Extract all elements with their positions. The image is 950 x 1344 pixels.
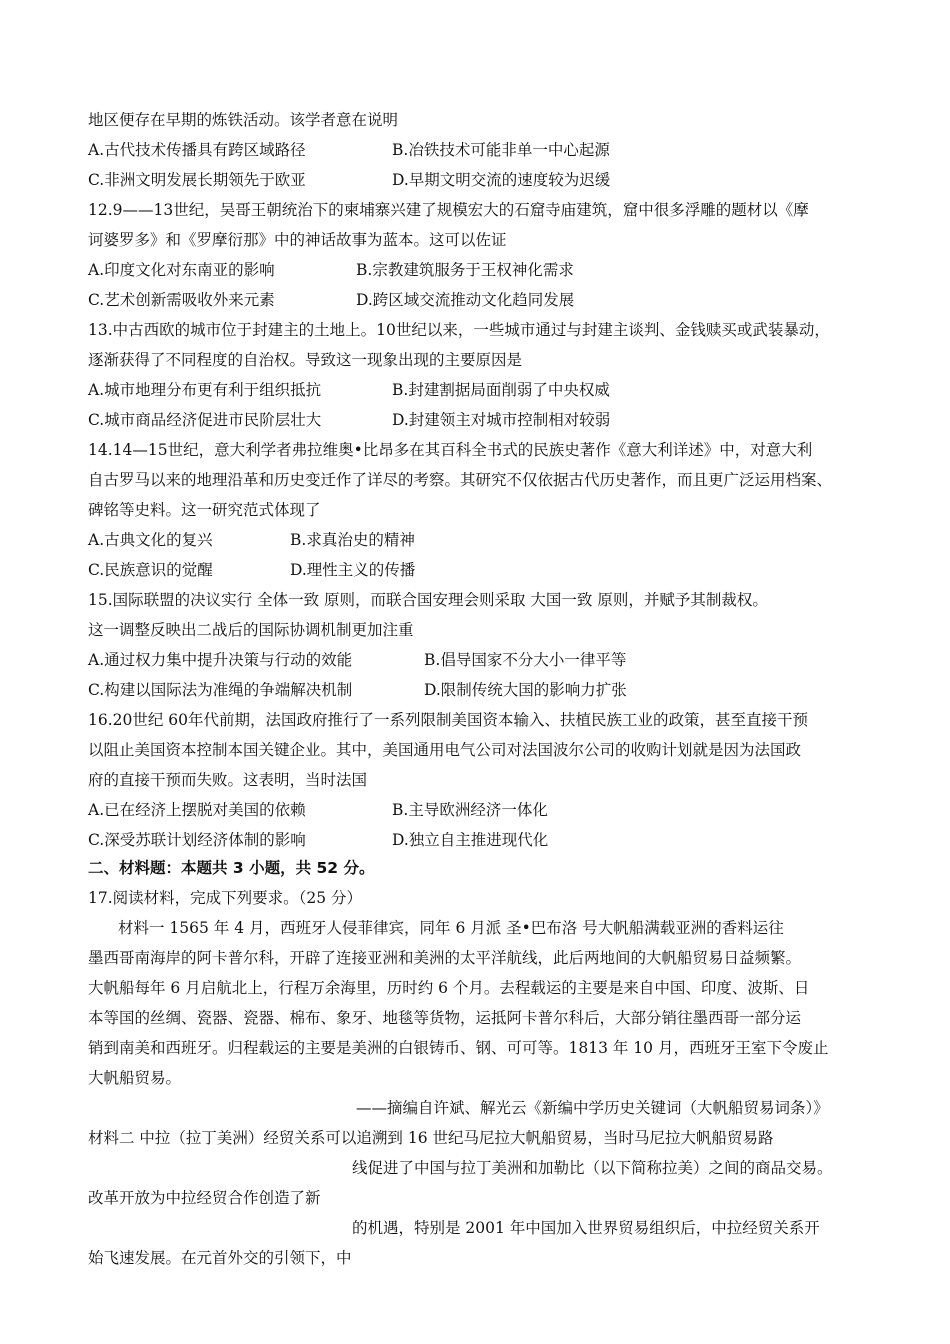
q17-material2-line4: 的机遇，特别是 2001 年中国加入世界贸易组织后，中拉经贸关系开 — [352, 1219, 820, 1237]
q17-material1-line3: 大帆船每年 6 月启航北上，行程万余海里，历时约 6 个月。去程载运的主要是来自中国、印度、波斯、日 — [88, 979, 810, 997]
q12-option-a: A.印度文化对东南亚的影响 — [88, 261, 275, 279]
q13-option-d: D.封建领主对城市控制相对较弱 — [392, 411, 611, 429]
q15-stem-line2: 这一调整反映出二战后的国际协调机制更加注重 — [88, 621, 414, 639]
q11-option-b: B.冶铁技术可能非单一中心起源 — [392, 141, 610, 159]
q14-stem-line2: 自古罗马以来的地理沿革和历史变迁作了详尽的考察。其研究不仅依据古代历史著作，而且更广泛运用档案、 — [88, 471, 833, 489]
q13-stem-line1: 13.中古西欧的城市位于封建主的土地上。10世纪以来，一些城市通过与封建主谈判、金钱赎买或武装暴动， — [88, 321, 830, 339]
q16-option-a: A.已在经济上摆脱对美国的依赖 — [88, 801, 306, 819]
q17-material1-line6: 大帆船贸易。 — [88, 1069, 182, 1087]
q13-option-b: B.封建割据局面削弱了中央权威 — [392, 381, 610, 399]
q17-material1-source: ——摘编自许斌、解光云《新编中学历史关键词（大帆船贸易词条）》 — [356, 1099, 829, 1117]
q14-stem-line3: 碑铭等史料。这一研究范式体现了 — [88, 501, 321, 519]
q11-stem: 地区便存在早期的炼铁活动。该学者意在说明 — [88, 111, 399, 129]
q17-material2-line3: 改革开放为中拉经贸合作创造了新 — [88, 1189, 321, 1207]
q17-material1-line4: 本等国的丝绸、瓷器、瓷器、棉布、象牙、地毯等货物，运抵阿卡普尔科后，大部分销往墨西哥一部分运 — [88, 1009, 802, 1027]
q12-option-d: D.跨区域交流推动文化趋同发展 — [356, 291, 575, 309]
q11-option-c: C.非洲文明发展长期领先于欧亚 — [88, 171, 306, 189]
q14-option-c: C.民族意识的觉醒 — [88, 561, 213, 579]
q17-material2-line5: 始飞速发展。在元首外交的引领下，中 — [88, 1249, 352, 1267]
q17-material1-line5: 销到南美和西班牙。归程载运的主要是美洲的白银铸币、钢、可可等。1813 年 10 月，西班牙王室下令废止 — [88, 1039, 829, 1057]
q17-material2-line2: 线促进了中国与拉丁美洲和加勒比（以下简称拉美）之间的商品交易。 — [352, 1159, 833, 1177]
q15-stem-line1: 15.国际联盟的决议实行 全体一致 原则，而联合国安理会则采取 大国一致 原则，并赋予其制裁权。 — [88, 591, 768, 609]
q16-stem-line3: 府的直接干预而失败。这表明，当时法国 — [88, 771, 368, 789]
q15-option-b: B.倡导国家不分大小一律平等 — [424, 651, 627, 669]
q11-option-a: A.古代技术传播具有跨区域路径 — [88, 141, 306, 159]
q14-option-a: A.古典文化的复兴 — [88, 531, 213, 549]
q15-option-c: C.构建以国际法为准绳的争端解决机制 — [88, 681, 353, 699]
q14-stem-line1: 14.14—15世纪，意大利学者弗拉维奥•比昂多在其百科全书式的民族史著作《意大利详述》中，对意大利 — [88, 441, 813, 459]
q11-option-d: D.早期文明交流的速度较为迟缓 — [392, 171, 611, 189]
q17-title: 17.阅读材料，完成下列要求。（25 分） — [88, 889, 363, 907]
q16-stem-line1: 16.20世纪 60年代前期，法国政府推行了一系列限制美国资本输入、扶植民族工业的政策，甚至直接干预 — [88, 711, 809, 729]
q15-option-a: A.通过权力集中提升决策与行动的效能 — [88, 651, 353, 669]
q17-material2-line1: 材料二 中拉（拉丁美洲）经贸关系可以追溯到 16 世纪马尼拉大帆船贸易，当时马尼拉大帆船贸易路 — [88, 1129, 774, 1147]
q12-stem-line2: 诃婆罗多》和《罗摩衍那》中的神话故事为蓝本。这可以佐证 — [88, 231, 507, 249]
q14-option-b: B.求真治史的精神 — [290, 531, 415, 549]
q13-option-a: A.城市地理分布更有利于组织抵抗 — [88, 381, 322, 399]
q13-stem-line2: 逐渐获得了不同程度的自治权。导致这一现象出现的主要原因是 — [88, 351, 523, 369]
q17-material1-line2: 墨西哥南海岸的阿卡普尔科，开辟了连接亚洲和美洲的太平洋航线，此后两地间的大帆船贸易日益频繁。 — [88, 949, 802, 967]
q16-option-b: B.主导欧洲经济一体化 — [392, 801, 548, 819]
q16-option-c: C.深受苏联计划经济体制的影响 — [88, 831, 306, 849]
q12-option-b: B.宗教建筑服务于王权神化需求 — [356, 261, 574, 279]
q16-option-d: D.独立自主推进现代化 — [392, 831, 549, 849]
q13-option-c: C.城市商品经济促进市民阶层壮大 — [88, 411, 322, 429]
section-heading: 二、材料题：本题共 3 小题，共 52 分。 — [88, 859, 375, 877]
q17-material1-line1: 材料一 1565 年 4 月，西班牙人侵菲律宾，同年 6 月派 圣•巴布洛 号大帆船满载亚洲的香料运往 — [118, 919, 784, 937]
q14-option-d: D.理性主义的传播 — [290, 561, 416, 579]
q16-stem-line2: 以阻止美国资本控制本国关键企业。其中，美国通用电气公司对法国波尔公司的收购计划就是因为法国政 — [88, 741, 802, 759]
q12-stem-line1: 12.9——13世纪，吴哥王朝统治下的柬埔寨兴建了规模宏大的石窟寺庙建筑，窟中很多浮雕的题材以《摩 — [88, 201, 809, 219]
q15-option-d: D.限制传统大国的影响力扩张 — [424, 681, 627, 699]
q12-option-c: C.艺术创新需吸收外来元素 — [88, 291, 275, 309]
